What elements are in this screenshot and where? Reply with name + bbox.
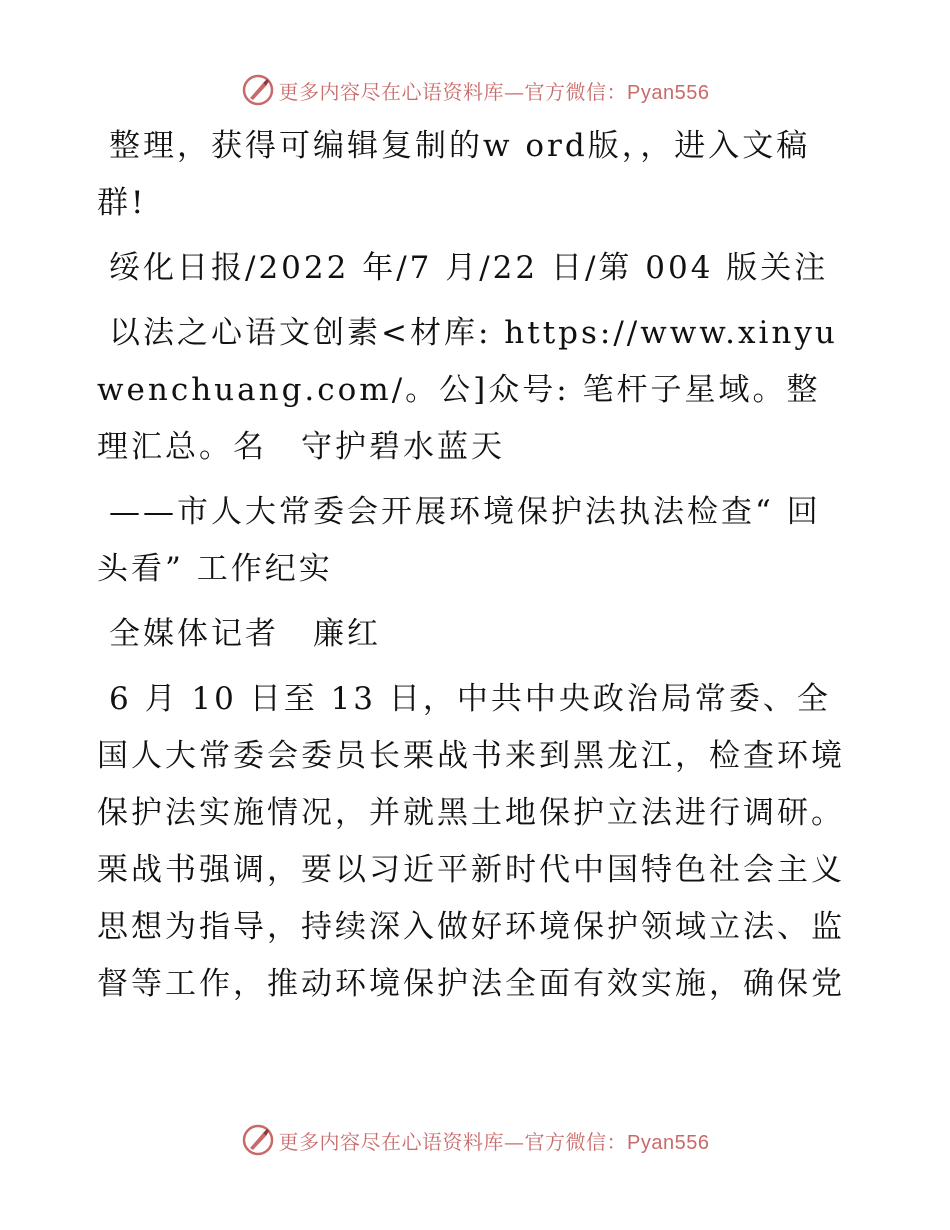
watermark-handle: Pyan556 <box>627 1131 710 1154</box>
paragraph-note <box>97 118 852 232</box>
paragraph-text: 以法之心语文创素<材库: https://www.xinyuwenchuang.com/。公]众号: 笔杆子星域。整理汇总。名 守护碧水蓝天 <box>97 315 838 465</box>
paragraph-text: 6 月 10 日至 13 日，中共中央政治局常委、全国人大常委会委员长栗战书来到黑龙江，检查环境保护法实施情况，并就黑土地保护立法进行调研。栗战书强调，要以习近平新时代中国特色社会主义思想为指导，持续深入做好环境保护领域立法、监督等工作，推动环境保护法全面有效实施，确保党 <box>97 681 845 1002</box>
watermark-header <box>0 70 950 110</box>
paragraph-text: 全媒体记者 廉红 <box>109 616 381 652</box>
watermark-text <box>279 76 710 105</box>
paragraph-text: 整理，获得可编辑复制的w ord版，，进入文稿群! <box>97 128 811 221</box>
paragraph-subtitle <box>97 484 852 598</box>
watermark-handle: Pyan556 <box>627 81 710 104</box>
watermark-text <box>279 1126 710 1155</box>
paragraph-title <box>97 305 852 476</box>
watermark-site-text: 更多内容尽在心语资料库—官方微信： <box>278 1129 628 1154</box>
watermark-site-text: 更多内容尽在心语资料库—官方微信： <box>278 79 628 104</box>
paragraph-text: 绥化日报/2022 年/7 月/22 日/第 004 版关注 <box>109 250 829 286</box>
paragraph-body <box>97 671 852 1013</box>
document-body <box>97 118 852 1021</box>
paragraph-text: ——市人大常委会开展环境保护法执法检查“ 回头看” 工作纪实 <box>97 494 821 587</box>
pen-logo-icon <box>241 1123 275 1157</box>
watermark-footer <box>0 1120 950 1160</box>
paragraph-byline <box>97 606 852 663</box>
pen-logo-icon <box>241 73 275 107</box>
paragraph-source <box>97 240 852 297</box>
